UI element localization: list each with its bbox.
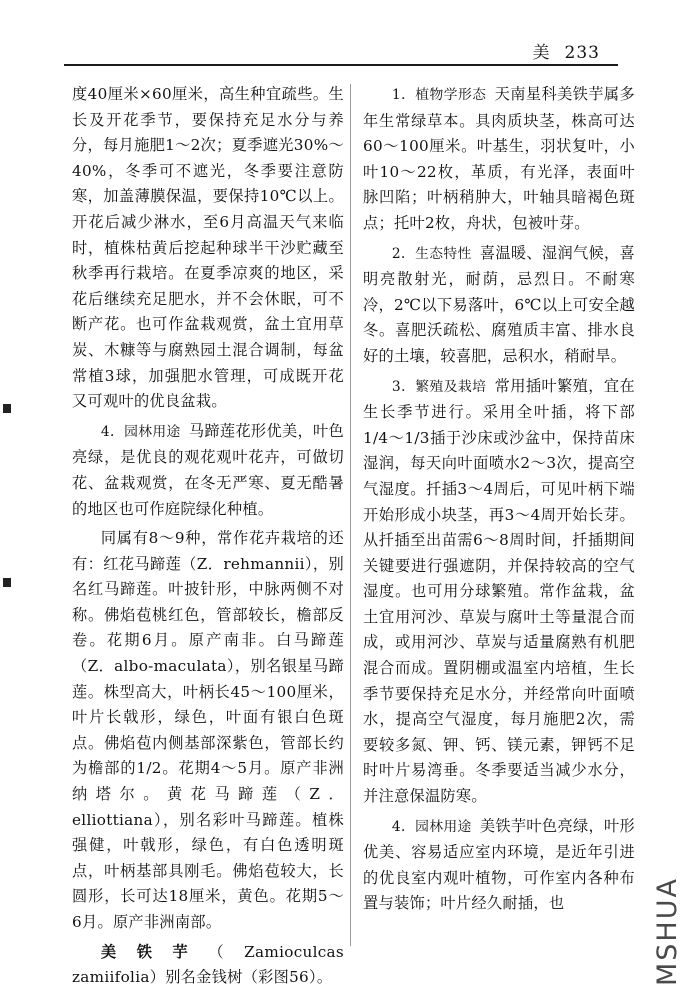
paragraph-morphology [363, 82, 635, 237]
left-column [72, 82, 344, 995]
entry-term-description: （Zamioculcas zamiifolia）别名金钱树（彩图56）。 [72, 942, 344, 987]
section-text: 美铁芋叶色亮绿，叶形优美、容易适应室内环境，是近年引进的优良室内观叶植物，可作室内各种布置与装饰；叶片经久耐插，也 [363, 816, 636, 913]
paragraph-cultivation-continued: 度40厘米×60厘米，高生种宜疏些。生长及开花季节，要保持充足水分与养分，每月施肥1～2次；夏季遮光30%～40%，冬季可不遮光，冬季要注意防寒，加盖薄膜保温，要保持10℃以上。开花后减少淋水，至6月高温天气来临时，植株枯黄后挖起种球半干沙贮藏至秋季再行栽培。在夏季凉爽的地区，采花后继续充足肥水，并不会休眠，可不断产花。也可作盆栽观赏，盆土宜用草炭、木糠等与腐熟园土混合调制，每盆常植3球，加强肥水管理，可成既开花又可观叶的优良盆栽。 [72, 85, 344, 411]
watermark-box [648, 877, 683, 990]
header-rule [64, 64, 618, 66]
section-text: 常用插叶繁殖，宜在生长季节进行。采用全叶插，将下部1/4～1/3插于沙床或沙盆中，保持苗床湿润，每天向叶面喷水2～3次，提高空气湿度。扦插3～4周后，可见叶柄下端开始形成小块茎，再3～4周开始长芽。从扦插至出苗需6～8周时间，扦插期间关键要进行强遮阴，并保持较高的空气湿度。也可用分球繁殖。常作盆栽，盆土宜用河沙、草炭与腐叶土等量混合而成，或用河沙、草炭与适量腐熟有机肥混合而成。置阴棚或温室内培植，生长季节要保持充足水分，并经常向叶面喷水，提高空气湿度，每月施肥2次，需要较多氮、钾、钙、镁元素，钾钙不足时叶片易湾垂。冬季要适当减少水分，并注意保温防寒。 [363, 376, 635, 806]
running-head [533, 38, 600, 63]
right-column [363, 82, 635, 921]
paragraph-related-species: 同属有8～9种，常作花卉栽培的还有：红花马蹄莲（Z．rehmannii），别名红马蹄莲。叶披针形，中脉两侧不对称。佛焰苞桃红色，管部较长，檐部反卷。花期6月。原产南非。白马蹄莲（Z．albo-maculata），别名银星马蹄莲。株型高大，叶柄长45～100厘米，叶片长戟形，绿色，叶面有银白色斑点。佛焰苞内侧基部深紫色，管部长约为檐部的1/2。花期4～5月。原产非洲纳塔尔。黄花马蹄莲（Z．elliottiana），别名彩叶马蹄莲。植株强健，叶戟形，绿色，有白色透明斑点，叶柄基部具刚毛。佛焰苞较大，长圆形，长可达18厘米，黄色。花期5～6月。原产非洲南部。 [72, 529, 344, 931]
watermark-text: MSHUA [652, 877, 683, 986]
paragraph-entry-heading [72, 940, 344, 991]
section-text: 喜温暖、湿润气候，喜明亮散射光，耐荫，忌烈日。不耐寒冷，2℃以下易落叶，6℃以上可安全越冬。喜肥沃疏松、腐殖质丰富、排水良好的土壤，较喜肥，忌积水，稍耐旱。 [363, 243, 636, 365]
section-label: 2．生态特性 [391, 245, 472, 262]
column-divider [350, 84, 351, 946]
section-label: 4．园林用途 [100, 423, 181, 440]
section-label: 4．园林用途 [391, 818, 472, 835]
section-text: 马蹄莲花形优美，叶色亮绿，是优良的观花观叶花卉，可做切花、盆栽观赏，在冬无严寒、夏无酷暑的地区也可作庭院绿化种植。 [72, 421, 345, 518]
margin-mark [3, 578, 11, 587]
paragraph-propagation [363, 374, 635, 810]
section-label: 3．繁殖及栽培 [391, 378, 487, 395]
running-head-section: 美 [532, 43, 551, 63]
section-label: 1．植物学形态 [391, 87, 487, 103]
section-text: 天南星科美铁芋属多年生常绿草本。具肉质块茎，株高可达60～100厘米。叶基生，羽状复叶，小叶10～22枚，革质，有光泽，表面叶脉凹陷；叶柄稍肿大，叶轴具暗褐色斑点；托叶2枚，舟状，包被叶芽。 [363, 85, 635, 232]
entry-term: 美铁芋 [100, 942, 209, 961]
margin-mark [3, 404, 11, 413]
paragraph-landscape-use-right [363, 814, 635, 917]
page-header [0, 36, 686, 76]
page-number: 233 [564, 43, 600, 63]
paragraph-landscape-use [72, 419, 344, 522]
paragraph-ecology [363, 241, 635, 370]
